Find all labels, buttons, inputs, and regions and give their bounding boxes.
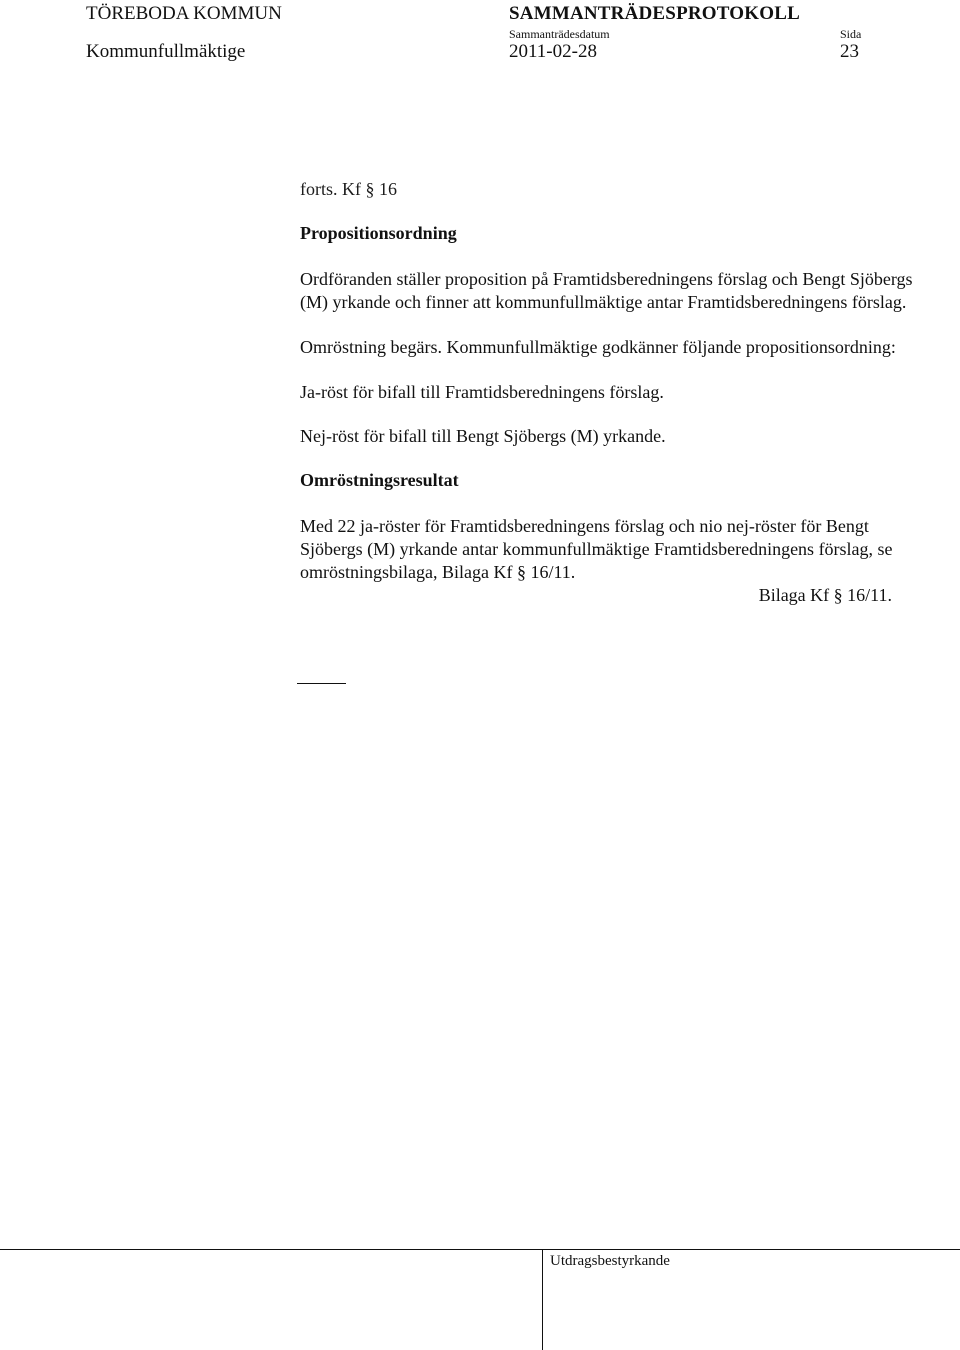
meeting-date: 2011-02-28 [509, 41, 597, 62]
page-number: 23 [840, 41, 859, 62]
nej-vote-definition: Nej-röst för bifall till Bengt Sjöbergs (M) yrkande. [300, 426, 666, 446]
section-heading-omrostningsresultat: Omröstningsresultat [300, 470, 459, 490]
section-heading-propositionsordning: Propositionsordning [300, 223, 457, 243]
organization-name: TÖREBODA KOMMUN [86, 3, 282, 24]
ja-vote-definition: Ja-röst för bifall till Framtidsberedningens förslag. [300, 382, 664, 402]
document-type: SAMMANTRÄDESPROTOKOLL [509, 3, 800, 24]
footer-rule [0, 1249, 960, 1250]
page-label: Sida [840, 27, 862, 41]
continuation-reference: forts. Kf § 16 [300, 179, 397, 199]
section-end-rule [297, 683, 346, 684]
extract-certification-label: Utdragsbestyrkande [550, 1253, 670, 1269]
footer-divider [542, 1250, 543, 1350]
protocol-body [300, 178, 920, 607]
attachment-reference: Bilaga Kf § 16/11. [758, 585, 892, 605]
paragraph-proposition: Ordföranden ställer proposition på Framtidsberedningens förslag och Bengt Sjöbergs (M) yrkande och finner att kommunfullmäktige antar Framtidsberedningens förslag. [300, 269, 913, 312]
meeting-date-label: Sammanträdesdatum [509, 27, 610, 41]
paragraph-vote-result: Med 22 ja-röster för Framtidsberedningens förslag och nio nej-röster för Bengt Sjöbergs (M) yrkande antar kommunfullmäktige Framtidsberedningens förslag, se omröstningsbilaga, Bilaga Kf § 16/11. [300, 516, 893, 582]
paragraph-vote-requested: Omröstning begärs. Kommunfullmäktige godkänner följande propositionsordning: [300, 337, 896, 357]
governing-body: Kommunfullmäktige [86, 41, 246, 62]
